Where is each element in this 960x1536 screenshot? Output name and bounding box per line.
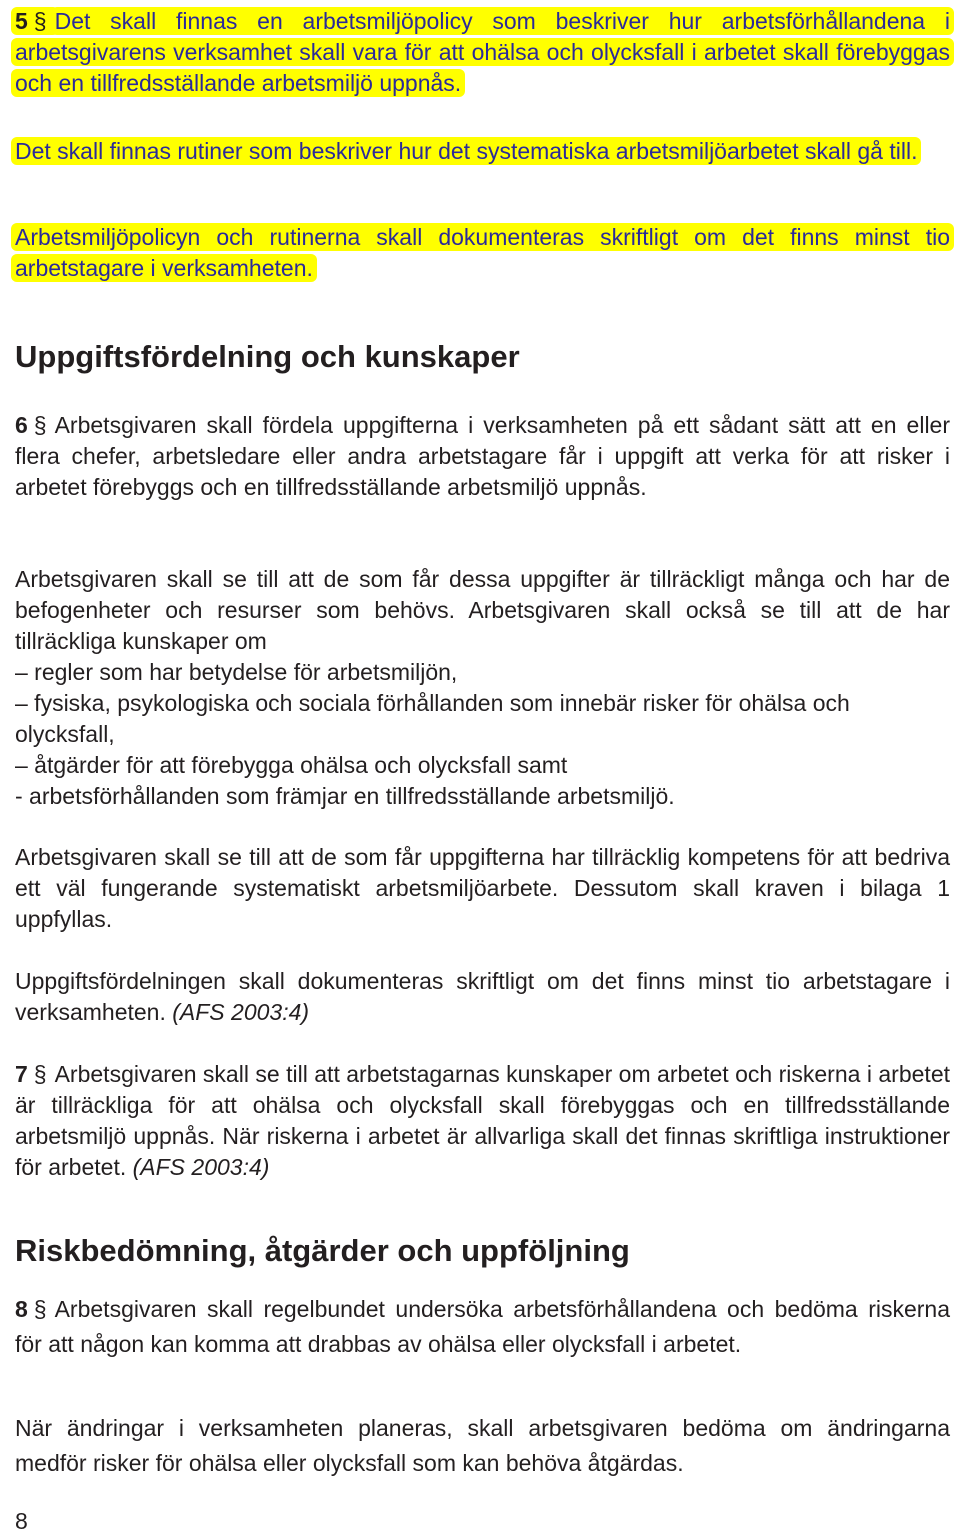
section-5-text-2: Det skall finnas rutiner som beskriver hur det systematiska arbetsmiljöarbetet skall gå till. bbox=[11, 137, 921, 165]
section-7-text-1: Arbetsgivaren skall se till att arbetstagarnas kunskaper om arbetet och riskerna i arbetet är tillräckliga för att ohälsa och olycksfall skall förebyggas och en tillfredsställande arbetsmiljö uppnås. När riskerna i arbetet är allvarliga skall det finnas skriftliga instruktioner för arbetet. bbox=[15, 1061, 950, 1180]
list-item: – regler som har betydelse för arbetsmiljön, bbox=[15, 659, 458, 685]
list-item: – åtgärder för att förebygga ohälsa och olycksfall samt bbox=[15, 752, 568, 778]
section-6-text-3: Arbetsgivaren skall se till att de som får uppgifterna har tillräcklig kompetens för att bedriva ett väl fungerande systematiskt arbetsmiljöarbete. Dessutom skall kraven i bilaga 1 uppfyllas. bbox=[15, 844, 950, 932]
reference-citation: (AFS 2003:4) bbox=[132, 1154, 270, 1180]
list-item: - arbetsförhållanden som främjar en tillfredsställande arbetsmiljö. bbox=[15, 783, 675, 809]
section-8-text-2: När ändringar i verksamheten planeras, skall arbetsgivaren bedöma om ändringarna medför risker för ohälsa eller olycksfall som kan behöva åtgärdas. bbox=[15, 1415, 950, 1476]
section-number: 7 bbox=[15, 1061, 28, 1087]
section-number: 5 bbox=[15, 8, 28, 34]
section-number: 8 bbox=[15, 1296, 28, 1322]
paragraph-sign: § bbox=[33, 412, 47, 438]
section-6-paragraph-2 bbox=[15, 564, 950, 812]
section-6-text-1: Arbetsgivaren skall fördela uppgifterna i verksamheten på ett sådant sätt att en eller flera chefer, arbetsledare eller andra arbetstagare får i uppgift att verka för att risker i arbetet förebyggs och en tillfredsställande arbetsmiljö uppnås. bbox=[15, 412, 950, 500]
list-item: – fysiska, psykologiska och sociala förhållanden som innebär risker för ohälsa och olycksfall, bbox=[15, 690, 850, 747]
section-8-paragraph-1 bbox=[15, 1292, 950, 1362]
section-7-paragraph-1 bbox=[15, 1059, 950, 1183]
section-heading-2: Riskbedömning, åtgärder och uppföljning bbox=[15, 1233, 630, 1268]
section-6-text-2: Arbetsgivaren skall se till att de som får dessa uppgifter är tillräckligt många och har de befogenheter och resurser som behövs. Arbetsgivaren skall också se till att de har tillräckliga kunskaper om bbox=[15, 566, 950, 654]
section-5-text-3: Arbetsmiljöpolicyn och rutinerna skall dokumenteras skriftligt om det finns minst tio arbetstagare i verksamheten. bbox=[11, 223, 954, 282]
paragraph-sign: § bbox=[33, 1061, 47, 1087]
paragraph-sign: § bbox=[33, 8, 47, 34]
section-heading-1: Uppgiftsfördelning och kunskaper bbox=[15, 339, 520, 374]
section-6-paragraph-3 bbox=[15, 842, 950, 935]
section-5-paragraph-2 bbox=[15, 136, 950, 167]
section-6-paragraph-4 bbox=[15, 966, 950, 1028]
section-6-text-4: Uppgiftsfördelningen skall dokumenteras skriftligt om det finns minst tio arbetstagare i verksamheten. bbox=[15, 968, 950, 1025]
page-number: 8 bbox=[15, 1508, 28, 1534]
section-5-text-1: Det skall finnas en arbetsmiljöpolicy som beskriver hur arbetsförhållandena i arbetsgivarens verksamhet skall vara för att ohälsa och olycksfall i arbetet skall förebyggas och en tillfredsställande arbetsmiljö uppnås. bbox=[11, 7, 954, 97]
section-6-paragraph-1 bbox=[15, 410, 950, 503]
section-5-paragraph-1 bbox=[15, 6, 950, 99]
paragraph-sign: § bbox=[33, 1296, 47, 1322]
section-8-paragraph-2 bbox=[15, 1411, 950, 1481]
section-5-paragraph-3 bbox=[15, 222, 950, 284]
section-8-text-1: Arbetsgivaren skall regelbundet undersöka arbetsförhållandena och bedöma riskerna för att någon kan komma att drabbas av ohälsa eller olycksfall i arbetet. bbox=[15, 1296, 950, 1357]
section-number: 6 bbox=[15, 412, 28, 438]
reference-citation: (AFS 2003:4) bbox=[172, 999, 310, 1025]
